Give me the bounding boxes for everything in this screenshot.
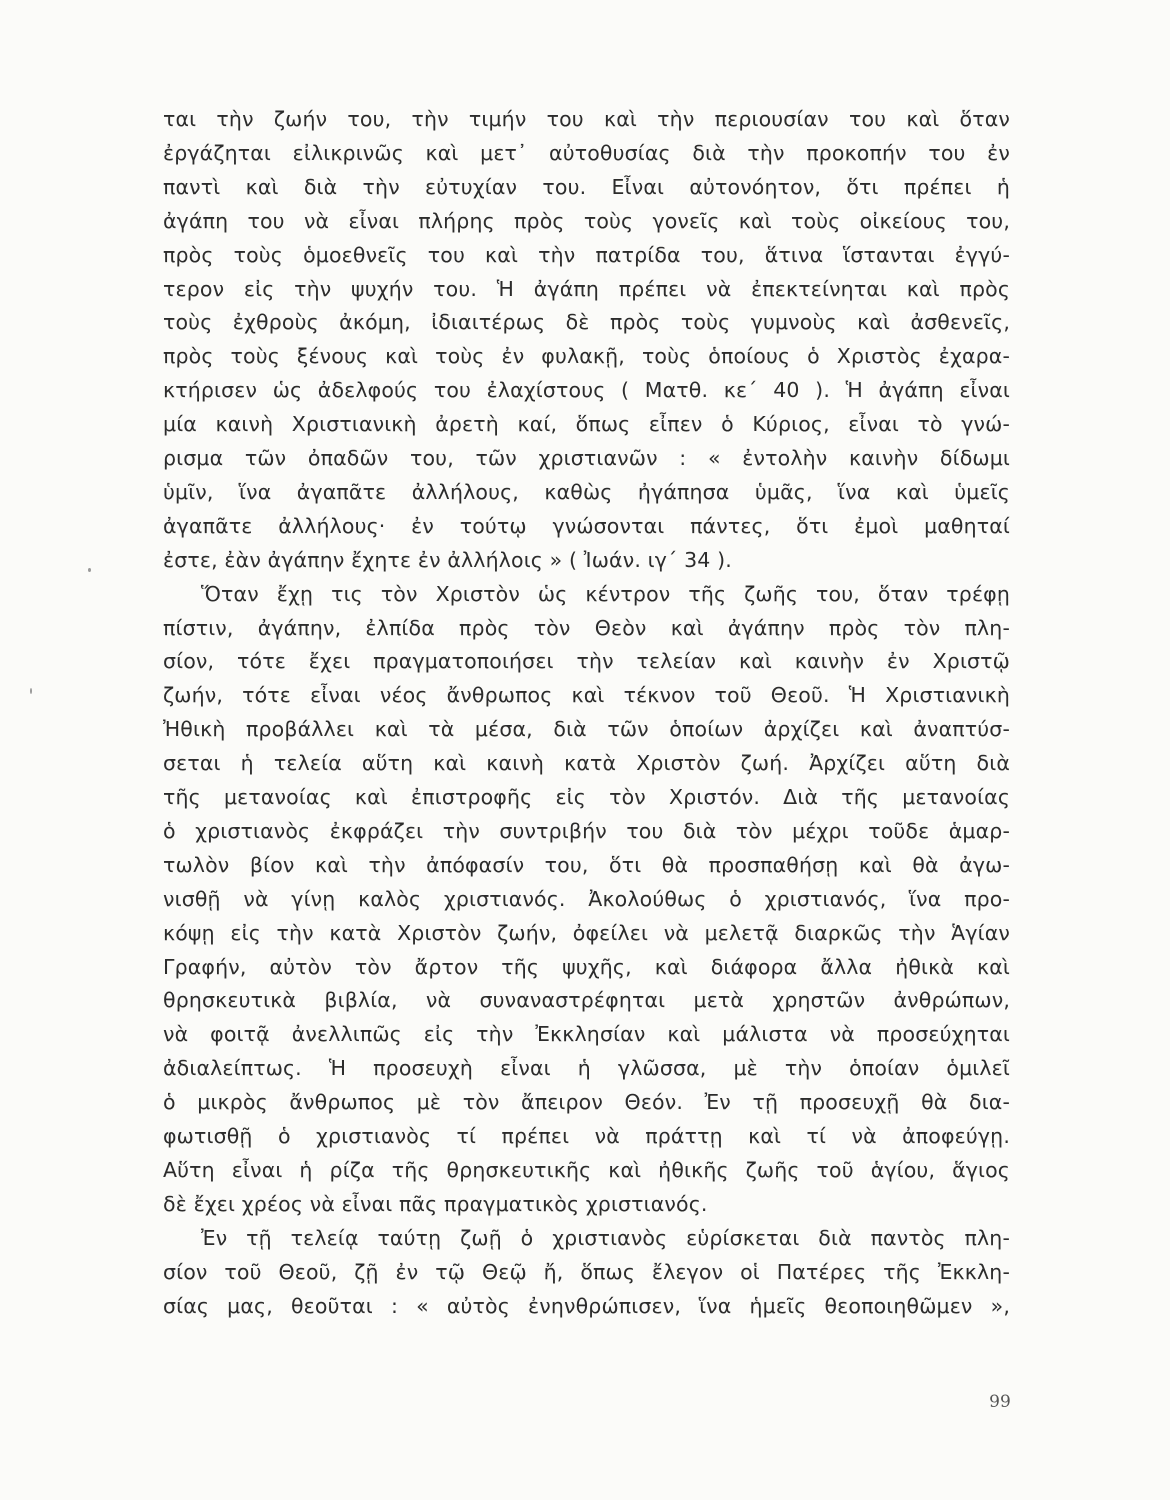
text-line: σίον τοῦ Θεοῦ, ζῇ ἐν τῷ Θεῷ ἤ, ὅπως ἔλεγον οἱ Πατέρες τῆς Ἐκκλη-	[163, 1259, 1010, 1284]
text-line: Γραφήν, αὐτὸν τὸν ἄρτον τῆς ψυχῆς, καὶ διάφορα ἄλλα ἠθικὰ καὶ	[163, 954, 1010, 979]
ink-speck	[88, 568, 91, 572]
text-line: κτήρισεν ὡς ἀδελφούς του ἐλαχίστους ( Ματθ. κε΄ 40 ). Ἡ ἀγάπη εἶναι	[163, 378, 1010, 403]
text-line: ἀγαπᾶτε ἀλλήλους· ἐν τούτῳ γνώσονται πάντες, ὅτι ἐμοὶ μαθηταί	[163, 513, 1010, 538]
text-line: πρὸς τοὺς ξένους καὶ τοὺς ἐν φυλακῇ, τοὺς ὁποίους ὁ Χριστὸς ἐχαρα-	[163, 344, 1010, 369]
text-line: πρὸς τοὺς ὁμοεθνεῖς του καὶ τὴν πατρίδα του, ἅτινα ἵστανται ἐγγύ-	[163, 242, 1010, 267]
text-line: τῆς μετανοίας καὶ ἐπιστροφῆς εἰς τὸν Χριστόν. Διὰ τῆς μετανοίας	[163, 785, 1010, 809]
ink-speck	[30, 688, 32, 694]
text-line: Ὅταν ἔχῃ τις τὸν Χριστὸν ὡς κέντρον τῆς ζωῆς του, ὅταν τρέφῃ	[201, 581, 1010, 606]
text-line: νισθῇ νὰ γίνῃ καλὸς χριστιανός. Ἀκολούθως ὁ χριστιανός, ἵνα προ-	[163, 886, 1010, 911]
text-line: ὁ μικρὸς ἄνθρωπος μὲ τὸν ἄπειρον Θεόν. Ἐν τῇ προσευχῇ θὰ δια-	[163, 1090, 1010, 1115]
text-line: Ἠθικὴ προβάλλει καὶ τὰ μέσα, διὰ τῶν ὁποίων ἀρχίζει καὶ ἀναπτύσ-	[163, 717, 1010, 742]
text-line: πίστιν, ἀγάπην, ἐλπίδα πρὸς τὸν Θεὸν καὶ ἀγάπην πρὸς τὸν πλη-	[163, 615, 1010, 640]
text-line: ἀδιαλείπτως. Ἡ προσευχὴ εἶναι ἡ γλῶσσα, μὲ τὴν ὁποίαν ὁμιλεῖ	[163, 1056, 1010, 1081]
text-line: ἐργάζηται εἰλικρινῶς καὶ μετ᾽ αὐτοθυσίας διὰ τὴν προκοπήν του ἐν	[163, 140, 1010, 165]
text-line: φωτισθῇ ὁ χριστιανὸς τί πρέπει νὰ πράττῃ καὶ τί νὰ ἀποφεύγῃ.	[163, 1124, 1010, 1148]
text-line: ὑμῖν, ἵνα ἀγαπᾶτε ἀλλήλους, καθὼς ἠγάπησα ὑμᾶς, ἵνα καὶ ὑμεῖς	[163, 479, 1010, 504]
text-line: Ἐν τῇ τελείᾳ ταύτῃ ζωῇ ὁ χριστιανὸς εὑρίσκεται διὰ παντὸς πλη-	[201, 1225, 1010, 1250]
text-line: θρησκευτικὰ βιβλία, νὰ συναναστρέφηται μετὰ χρηστῶν ἀνθρώπων,	[163, 988, 1010, 1013]
text-line: τοὺς ἐχθροὺς ἀκόμη, ἰδιαιτέρως δὲ πρὸς τοὺς γυμνοὺς καὶ ἀσθενεῖς,	[163, 310, 1010, 335]
text-line: σίας μας, θεοῦται : « αὐτὸς ἐνηνθρώπισεν, ἵνα ἡμεῖς θεοποιηθῶμεν »,	[163, 1293, 1010, 1318]
text-line: μία καινὴ Χριστιανικὴ ἀρετὴ καί, ὅπως εἶπεν ὁ Κύριος, εἶναι τὸ γνώ-	[163, 412, 1010, 437]
text-line: παντὶ καὶ διὰ τὴν εὐτυχίαν του. Εἶναι αὐτονόητον, ὅτι πρέπει ἡ	[163, 174, 1010, 199]
text-line: σίον, τότε ἔχει πραγματοποιήσει τὴν τελείαν καὶ καινὴν ἐν Χριστῷ	[163, 649, 1010, 674]
text-line: ὁ χριστιανὸς ἐκφράζει τὴν συντριβήν του διὰ τὸν μέχρι τοῦδε ἁμαρ-	[163, 818, 1010, 843]
text-line: ται τὴν ζωήν του, τὴν τιμήν του καὶ τὴν περιουσίαν του καὶ ὅταν	[163, 107, 1010, 131]
text-line: ἀγάπη του νὰ εἶναι πλήρης πρὸς τοὺς γονεῖς καὶ τοὺς οἰκείους του,	[163, 208, 1010, 233]
text-line: τωλὸν βίον καὶ τὴν ἀπόφασίν του, ὅτι θὰ προσπαθήσῃ καὶ θὰ ἀγω-	[163, 852, 1010, 877]
text-line: Αὕτη εἶναι ἡ ρίζα τῆς θρησκευτικῆς καὶ ἠθικῆς ζωῆς τοῦ ἁγίου, ἅγιος	[163, 1157, 1010, 1182]
text-line: ρισμα τῶν ὀπαδῶν του, τῶν χριστιανῶν : « ἐντολὴν καινὴν δίδωμι	[163, 446, 1010, 470]
page-number: 99	[989, 1392, 1011, 1412]
text-line: νὰ φοιτᾷ ἀνελλιπῶς εἰς τὴν Ἐκκλησίαν καὶ μάλιστα νὰ προσεύχηται	[163, 1022, 1010, 1047]
text-line: σεται ἡ τελεία αὕτη καὶ καινὴ κατὰ Χριστὸν ζωή. Ἀρχίζει αὕτη διὰ	[163, 751, 1010, 776]
text-line: ζωήν, τότε εἶναι νέος ἄνθρωπος καὶ τέκνον τοῦ Θεοῦ. Ἡ Χριστιανικὴ	[163, 683, 1010, 708]
text-line: κόψῃ εἰς τὴν κατὰ Χριστὸν ζωήν, ὀφείλει νὰ μελετᾷ διαρκῶς τὴν Ἁγίαν	[163, 920, 1010, 945]
text-line: τερον εἰς τὴν ψυχήν του. Ἡ ἀγάπη πρέπει νὰ ἐπεκτείνηται καὶ πρὸς	[163, 276, 1010, 301]
text-line: ἐστε, ἐὰν ἀγάπην ἔχητε ἐν ἀλλήλοις » ( Ἰωάν. ιγ΄ 34 ).	[163, 547, 732, 572]
text-line: δὲ ἔχει χρέος νὰ εἶναι πᾶς πραγματικὸς χριστιανός.	[163, 1191, 708, 1216]
